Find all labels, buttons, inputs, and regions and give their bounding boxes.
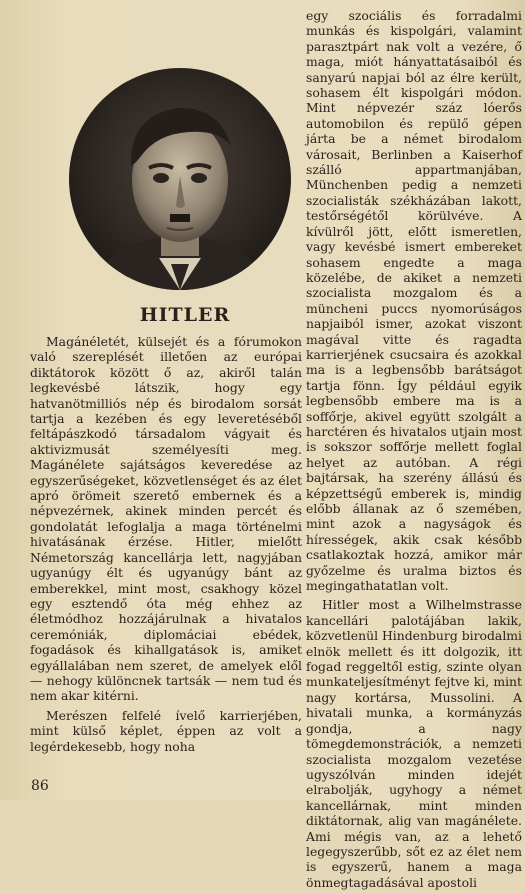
paragraph: egy szociális és forradalmi munkás és kispolgári, valamint parasztpárt nak volt a vezére, ő maga, miót hányattatásaiból és sanyarú napjai ból az élre került, sohasem élt kispolgári módon. Mint népvezér száz lóerős automobilon és repülő gépen járta be a német birodalom városait, Berlinben a Kaiserhof szálló appartmanjában, Münchenben pedig a nemzeti szocialisták székházában lakott, testőrségétől körülvéve. A kívülről jött, előtt ismeretlen, vagy kevésbé ismert embereket sohasem engedte a maga közelébe, de akiket a nemzeti szocialista mozgalom és a müncheni puccs nyomorúságos napjaiból ismer, azokat viszont magával vitte és ragadta karrierjének csucsaira és azokkal ma is a legbensőbb barátságot tartja fönn. Így például egyik legbensőbb embere ma is a soffőrje, akivel együtt szolgált a harctéren és hivatalos utjain most is sokszor soffőrje mellett foglal helyet az autóban. A régi bajtársak, ha szerény állású és képzettségű emberek is, mindig előbb állanak az ő szemében, mint azok a nagyságok és hírességek, akik csak később csatlakoztak hozzá, amikor már győzelme és uralma biztos és megingathatatlan volt. — [306, 8, 522, 594]
right-column — [306, 8, 522, 894]
page-number: 86 — [31, 778, 49, 794]
portrait-photo — [69, 68, 291, 290]
paragraph: Magánéletét, külsejét és a fórumokon való szereplését illetően az európai diktátorok között ő az, akiről talán legkevésbé látszik, hogy egy hatvanötmilliós nép és birodalom sorsát tartja a kezében és egy leveretéséből feltápászkodó társadalom vágyait és aktivizmusát személyesíti meg. Magánélete sajátságos keveredése az egyszerűségeket, közvetlenséget és az élet apró örömeit szerető embernek és a népvezérnek, akinek minden percét és gondolatát lefoglalja a maga történelmi hivatásának érzése. Hitler, mielőtt Németország kancellárja lett, nagyjában ugyanúgy élt és ugyanúgy bánt az emberekkel, mint most, csakhogy közel egy esztendő óta még ehhez az életmódhoz hozzájárulnak a hivatalos ceremóniák, diplomáciai ebédek, fogadások és kihallgatások is, amiket egyállalában nem szeret, de amelyek elől — nehogy különcnek tartsák — nem tud és nem akar kitérni. — [30, 334, 302, 704]
portrait-caption: HITLER — [139, 304, 231, 326]
paragraph: Merészen felfelé ívelő karrierjében, mint külső képlet, éppen az volt a legérdekesebb, hogy noha — [30, 707, 302, 754]
portrait-illustration — [69, 68, 291, 290]
paragraph: Hitler most a Wilhelmstrasse kancellári palotájában lakik, közvetlenül Hindenburg birodalmi elnök mellett és itt dolgozik, itt fogad reggeltől estig, szinte olyan munkateljesítményt fejtve ki, mint nagy kortársa, Mussolini. A hivatali munka, a kormányzás gondja, a nagy tömegdemonstrációk, a nemzeti szocialista mozgalom vezetése ugyszólván minden idejét elrabolják, ugyhogy a német kancellárnak, mint minden diktátornak, alig van magánélete. Ami mégis van, az a lehető legegyszerűbb, sőt ez az élet nem is egyszerű, hanem a maga önmegtagadásával apostoli — [306, 597, 522, 890]
left-column — [30, 334, 302, 758]
